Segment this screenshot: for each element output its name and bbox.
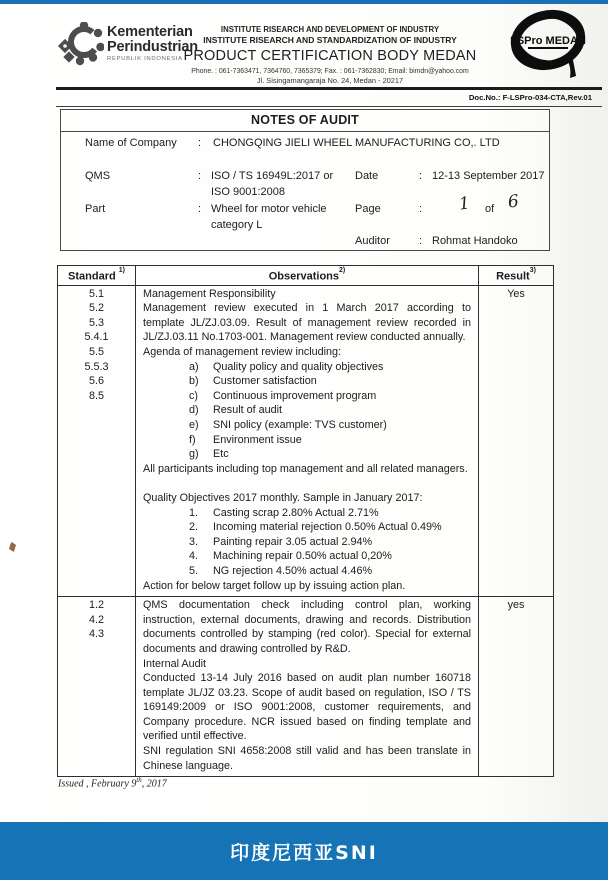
doc-number-underline <box>56 106 602 107</box>
institute-line2: INSTITUTE RISEARCH AND STANDARDIZATION OF INDUSTRY <box>203 35 457 45</box>
result-cell: yes <box>507 599 525 612</box>
observations-footnote-ref: 2) <box>339 267 346 274</box>
standard-column-header: Standard $^{1)}$ <box>58 266 136 285</box>
date-value: 12-13 September 2017 <box>432 170 545 182</box>
result-column-header: Result$^{3)}$ <box>496 267 536 283</box>
standard-clause: 8.5 <box>88 389 104 402</box>
auditor-colon: : <box>419 235 423 247</box>
audit-observations-table <box>57 265 554 777</box>
observation-list-item <box>143 549 471 564</box>
blank-line <box>143 476 471 491</box>
observation-paragraph: Agenda of management review including: <box>143 346 342 359</box>
ministry-name-line1: Kementerian <box>107 24 193 40</box>
observations-cell <box>136 597 479 776</box>
list-item-text: Environment issue <box>213 433 302 446</box>
observation-list-item <box>143 389 471 404</box>
ministry-name-line2: Perindustrian <box>107 39 198 55</box>
observation-list-item <box>143 360 471 375</box>
list-marker: 3. <box>189 535 199 548</box>
standard-clause: 5.6 <box>88 375 104 388</box>
list-item-text: Casting scrap 2.80% Actual 2.71% <box>213 506 379 519</box>
list-marker: a) <box>189 360 199 373</box>
scan-artifact <box>9 542 16 552</box>
date-label: Date <box>355 170 379 182</box>
qms-value-line1: ISO / TS 16949L:2017 or <box>211 170 334 182</box>
list-item-text: Quality policy and quality objectives <box>213 360 384 373</box>
auditor-value: Rohmat Handoko <box>432 235 518 247</box>
address-line: Jl. Sisingamangaraja No. 24, Medan - 20217 <box>256 76 404 85</box>
auditor-label: Auditor <box>355 235 390 247</box>
company-value: CHONGQING JIELI WHEEL MANUFACTURING CO,. LTD <box>213 137 500 149</box>
table-row <box>58 597 553 776</box>
standard-clause: 1.2 <box>88 599 104 612</box>
observation-paragraph: Conducted 13-14 July 2016 based on audit plan number 160718 template JL/JZ 03.23. Scope of audit based on regulation, ISO / TS 169149:2009 or ISO 9001:2008, customer requirements, and Company procedure. NCR issued based on finding template and verified until effective. <box>143 672 471 743</box>
header-divider-rule <box>56 87 602 90</box>
observation-list-item <box>143 447 471 462</box>
certification-body-name: PRODUCT CERTIFICATION BODY MEDAN <box>183 48 477 64</box>
list-marker: f) <box>189 433 196 446</box>
list-item-text: Result of audit <box>213 404 283 417</box>
list-item-text: Continuous improvement program <box>213 389 377 402</box>
audit-table-rows <box>58 286 553 777</box>
list-marker: 4. <box>189 550 199 563</box>
top-blue-strip <box>0 0 608 4</box>
observation-paragraph: Management review executed in 1 March 2017 according to template JL/ZJ.03.09. Result of management review recorded in JL/ZJ.03.11 No.1703-001. Management review conducted annually. <box>143 302 471 344</box>
qms-value-line2: ISO 9001:2008 <box>211 186 286 198</box>
list-marker: b) <box>189 375 199 388</box>
page-colon: : <box>419 203 423 215</box>
page-of-word: of <box>485 203 495 215</box>
list-item-text: SNI policy (example: TVS customer) <box>213 419 387 431</box>
lspro-medan-logo-text: LSPro MEDAN <box>510 35 586 47</box>
list-marker: g) <box>189 448 199 461</box>
list-marker: e) <box>189 419 199 431</box>
standard-clauses-cell <box>58 597 136 776</box>
letterhead-center <box>158 25 502 85</box>
observation-list-item <box>143 403 471 418</box>
list-marker: 1. <box>189 506 199 519</box>
list-item-text: Etc <box>213 448 229 461</box>
document-number: Doc.No.: F-LSPro-034-CTA,Rev.01 <box>468 93 592 102</box>
standard-clause: 5.4.1 <box>84 331 109 344</box>
observation-list-item <box>143 506 471 521</box>
list-item-text: Customer satisfaction <box>213 375 317 388</box>
standard-clause: 5.5 <box>88 346 104 359</box>
observation-list-item <box>143 520 471 535</box>
form-title: NOTES OF AUDIT <box>61 110 549 132</box>
list-marker: d) <box>189 404 199 417</box>
list-marker: 2. <box>189 521 199 534</box>
observation-paragraph: SNI regulation SNI 4658:2008 still valid and has been translate in Chinese language. <box>143 745 471 772</box>
standard-clause: 5.3 <box>88 316 104 329</box>
phone-fax-email-line: Phone. : 061-7363471, 7364760, 7365379; Fax. : 061-7362830; Email: bimdn@yahoo.com <box>191 68 469 75</box>
page-total-handwritten: 6 <box>506 191 521 213</box>
observation-list-item <box>143 564 471 579</box>
part-value-line2: category L <box>211 219 263 231</box>
list-item-text: Incoming material rejection 0.50% Actual 0.49% <box>213 521 442 534</box>
standard-footnote-ref: 1) <box>118 267 125 274</box>
list-marker: c) <box>189 389 198 402</box>
bottom-banner <box>0 822 608 880</box>
issued-suffix: , 2017 <box>141 778 167 790</box>
issued-date-line <box>58 776 167 789</box>
company-label: Name of Company <box>85 137 177 149</box>
table-header-row <box>58 266 553 286</box>
page-label: Page <box>355 203 381 215</box>
part-value-line1: Wheel for motor vehicle <box>211 203 327 215</box>
standard-clause: 4.2 <box>88 613 104 626</box>
observation-paragraph: Action for below target follow up by issuing action plan. <box>143 579 406 592</box>
page-current-handwritten: 1 <box>457 193 472 215</box>
audit-form-box <box>60 109 550 251</box>
observations-column-header: Observations$^{2)}$ <box>136 266 479 285</box>
standard-clause: 4.3 <box>88 628 104 641</box>
list-marker: 5. <box>189 564 199 577</box>
standard-clause: 5.5.3 <box>84 360 109 373</box>
standard-clause: 5.2 <box>88 302 104 315</box>
table-row <box>58 286 553 597</box>
result-cell: Yes <box>507 287 525 300</box>
banner-text: 印度尼西亚SNI <box>230 841 378 864</box>
standard-clauses-cell <box>58 286 136 596</box>
observation-list-item <box>143 418 471 433</box>
observation-list-item <box>143 535 471 550</box>
part-label: Part <box>85 203 106 215</box>
date-colon: : <box>419 170 423 182</box>
company-colon: : <box>198 137 202 149</box>
observation-list-item <box>143 433 471 448</box>
observation-list-item <box>143 374 471 389</box>
ministry-gear-logo-icon <box>56 22 104 73</box>
observation-paragraph: QMS documentation check including control plan, working instruction, external documents, drawing and records. Distribution documents controlled by stamping (red color). Special for external documents and drawing controlled by R&D. <box>143 599 471 655</box>
institute-line1: INSTITUTE RISEARCH AND DEVELOPMENT OF INDUSTRY <box>220 25 440 34</box>
observations-cell <box>136 286 479 596</box>
result-footnote-ref: 3) <box>529 267 536 274</box>
observation-paragraph: Quality Objectives 2017 monthly. Sample in January 2017: <box>143 491 423 504</box>
observation-paragraph: Management Responsibility <box>143 287 276 300</box>
list-item-text: NG rejection 4.50% actual 4.46% <box>213 564 373 577</box>
qms-label: QMS <box>85 170 111 182</box>
issued-prefix: Issued , February 9 <box>58 778 137 790</box>
part-colon: : <box>198 203 202 215</box>
issued-ordinal-sup: th <box>136 776 142 784</box>
lspro-medan-logo-icon <box>502 6 594 91</box>
standard-clause: 5.1 <box>88 287 104 300</box>
ministry-subtitle: REPUBLIK INDONESIA <box>107 56 183 62</box>
observation-paragraph: Internal Audit <box>143 657 207 670</box>
list-item-text: Painting repair 3.05 actual 2.94% <box>213 535 373 548</box>
observation-paragraph: All participants including top management and all related managers. <box>143 462 468 475</box>
list-item-text: Machining repair 0.50% actual 0,20% <box>213 550 392 563</box>
qms-colon: : <box>198 170 202 182</box>
